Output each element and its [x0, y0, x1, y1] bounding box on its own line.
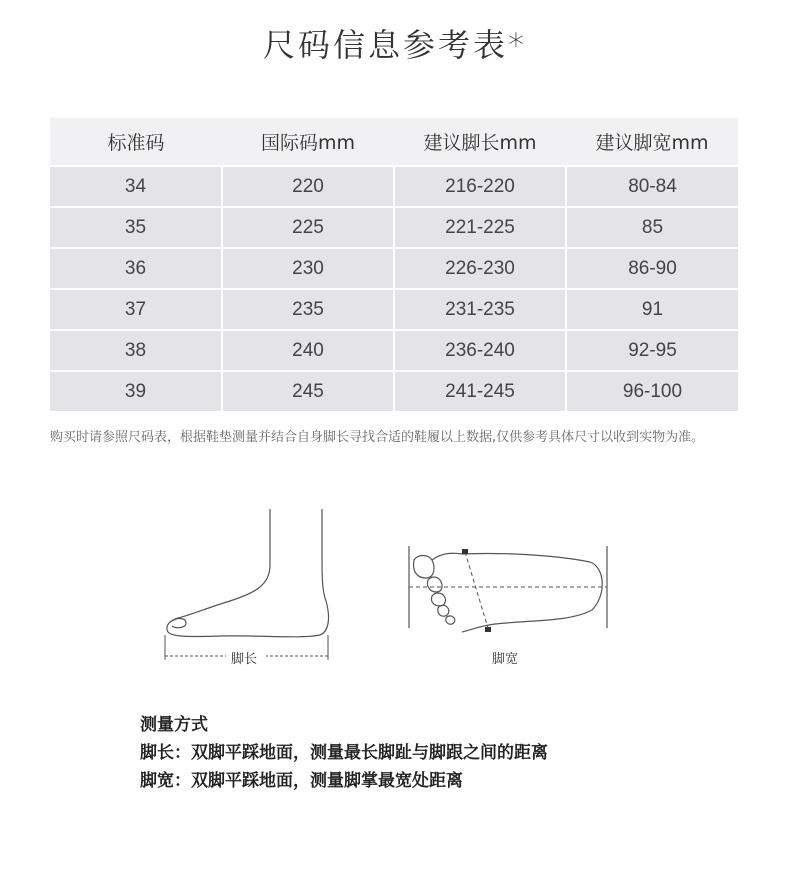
table-row	[50, 166, 738, 207]
table-row	[50, 207, 738, 248]
size-note: 购买时请参照尺码表，根据鞋垫测量并结合自身脚长寻找合适的鞋履以上数据,仅供参考具体尺寸以收到实物为准。	[50, 430, 705, 445]
table-cell: 85	[566, 207, 738, 248]
table-cell: 241-245	[394, 371, 566, 411]
table-cell: 86-90	[566, 248, 738, 289]
table-cell: 35	[50, 207, 222, 248]
method-heading: 测量方式	[140, 715, 208, 735]
table-row	[50, 248, 738, 289]
table-header-row	[50, 118, 738, 166]
foot-length-caption: 脚长	[231, 652, 258, 667]
table-cell: 216-220	[394, 166, 566, 207]
table-cell: 80-84	[566, 166, 738, 207]
table-cell: 245	[222, 371, 394, 411]
table-cell: 235	[222, 289, 394, 330]
measurement-method	[140, 711, 548, 795]
size-table	[50, 118, 738, 411]
table-cell: 240	[222, 330, 394, 371]
table-row	[50, 330, 738, 371]
table-cell: 36	[50, 248, 222, 289]
table-cell: 37	[50, 289, 222, 330]
table-cell: 34	[50, 166, 222, 207]
method-length-line: 脚长：双脚平踩地面，测量最长脚趾与脚跟之间的距离	[140, 743, 548, 763]
table-cell: 230	[222, 248, 394, 289]
table-cell: 39	[50, 371, 222, 411]
foot-width-caption: 脚宽	[492, 652, 519, 667]
table-cell: 92-95	[566, 330, 738, 371]
header-foot-length: 建议脚长mm	[394, 118, 566, 166]
header-foot-width: 建议脚宽mm	[566, 118, 738, 166]
table-cell: 226-230	[394, 248, 566, 289]
table-cell: 236-240	[394, 330, 566, 371]
table-cell: 225	[222, 207, 394, 248]
page-title: 尺码信息参考表*	[262, 26, 527, 64]
table-cell: 38	[50, 330, 222, 371]
foot-side-illustration	[160, 505, 340, 665]
table-row	[50, 289, 738, 330]
table-cell: 220	[222, 166, 394, 207]
table-cell: 96-100	[566, 371, 738, 411]
header-standard-size: 标准码	[50, 118, 222, 166]
table-row	[50, 371, 738, 411]
table-cell: 231-235	[394, 289, 566, 330]
table-cell: 221-225	[394, 207, 566, 248]
foot-top-illustration	[400, 540, 620, 640]
table-cell: 91	[566, 289, 738, 330]
method-width-line: 脚宽：双脚平踩地面，测量脚掌最宽处距离	[140, 771, 463, 791]
header-intl-size: 国际码mm	[222, 118, 394, 166]
